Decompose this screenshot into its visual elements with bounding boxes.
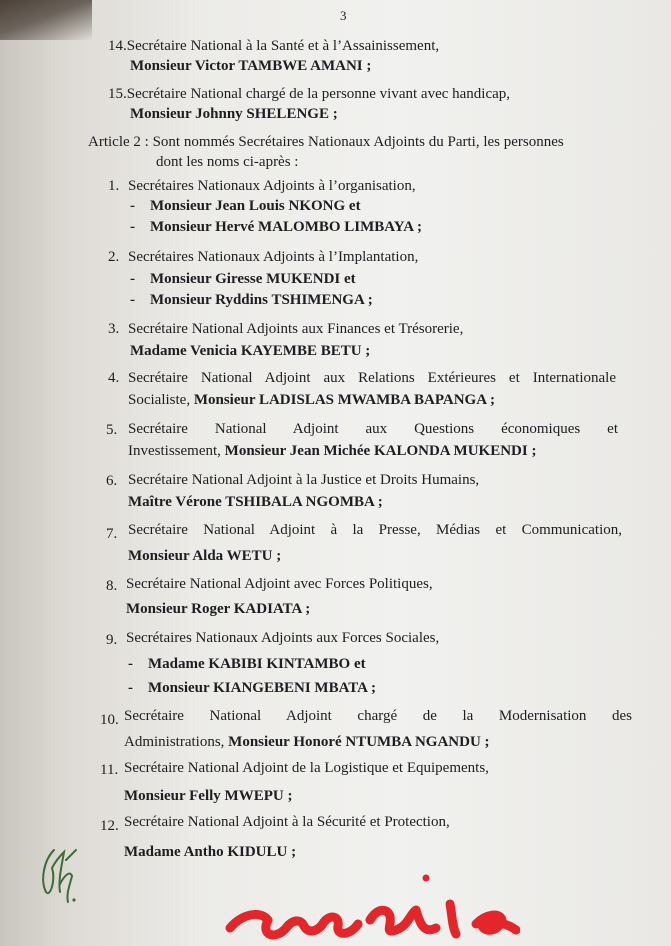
dash-mark: - <box>130 292 135 308</box>
item-6-name: Maître Vérone TSHIBALA NGOMBA ; <box>128 494 383 510</box>
item-4-line-2 <box>128 392 495 409</box>
item-14-name: Monsieur Victor TAMBWE AMANI ; <box>130 58 372 74</box>
item-5-line-2-text: Investissement, <box>128 443 225 459</box>
item-2-title: Secrétaires Nationaux Adjoints à l’Implantation, <box>128 249 419 265</box>
article-2-line-2: dont les noms ci-après : <box>156 154 299 170</box>
dash-mark: - <box>130 271 135 287</box>
item-4-line-1: Secrétaire National Adjoint aux Relations Extérieures et Internationale <box>128 370 616 386</box>
item-2-person-1: Monsieur Giresse MUKENDI et <box>150 271 356 287</box>
dash-mark: - <box>130 219 135 235</box>
item-2-person-2: Monsieur Ryddins TSHIMENGA ; <box>150 292 373 308</box>
item-9-title: Secrétaires Nationaux Adjoints aux Forces Sociales, <box>126 630 440 646</box>
dash-mark: - <box>128 680 133 696</box>
item-9-number: 9. <box>106 632 118 648</box>
item-5-name: Monsieur Jean Michée KALONDA MUKENDI ; <box>224 443 537 459</box>
item-3-name: Madame Venicia KAYEMBE BETU ; <box>130 343 371 359</box>
item-1-number: 1. <box>108 178 120 194</box>
item-4-number: 4. <box>108 370 120 386</box>
item-5-number: 5. <box>106 422 118 438</box>
item-1-person-2: Monsieur Hervé MALOMBO LIMBAYA ; <box>150 219 422 235</box>
item-11-name: Monsieur Felly MWEPU ; <box>124 788 293 804</box>
item-6-number: 6. <box>106 473 118 489</box>
item-10-line-2-text: Administrations, <box>124 734 229 750</box>
item-10-number: 10. <box>100 712 119 728</box>
item-8-number: 8. <box>106 578 118 594</box>
item-4-block <box>128 370 616 387</box>
item-6-title: Secrétaire National Adjoint à la Justice et Droits Humains, <box>128 472 480 488</box>
dash-mark: - <box>130 198 135 214</box>
item-3-title: Secrétaire National Adjoints aux Finances et Trésorerie, <box>128 321 464 337</box>
item-4-line-2-text: Socialiste, <box>128 392 194 408</box>
item-9-person-1: Madame KABIBI KINTAMBO et <box>148 656 366 672</box>
item-9-person-2: Monsieur KIANGEBENI MBATA ; <box>148 680 376 696</box>
item-7-number: 7. <box>106 526 118 542</box>
item-10-block <box>124 708 632 725</box>
item-12-number: 12. <box>100 818 119 834</box>
article-2-line-1: Article 2 : Sont nommés Secrétaires Nationaux Adjoints du Parti, les personnes <box>88 134 564 150</box>
item-12-title: Secrétaire National Adjoint à la Sécurité et Protection, <box>124 814 450 830</box>
item-15-title: 15.Secrétaire National chargé de la personne vivant avec handicap, <box>108 86 511 102</box>
item-4-name: Monsieur LADISLAS MWAMBA BAPANGA ; <box>193 392 495 408</box>
item-14-title: 14.Secrétaire National à la Santé et à l’Assainissement, <box>108 38 440 54</box>
item-8-title: Secrétaire National Adjoint avec Forces Politiques, <box>126 576 433 592</box>
item-2-number: 2. <box>108 249 120 265</box>
item-10-line-2 <box>124 734 490 751</box>
dash-mark: - <box>128 656 133 672</box>
item-10-line-1: Secrétaire National Adjoint chargé de la Modernisation des <box>124 708 632 724</box>
item-11-number: 11. <box>100 762 119 778</box>
item-12-name: Madame Antho KIDULU ; <box>124 844 297 860</box>
item-8-name: Monsieur Roger KADIATA ; <box>126 601 311 617</box>
page-number: 3 <box>340 8 347 23</box>
red-signature <box>220 870 520 946</box>
item-5-line-2 <box>128 443 536 460</box>
item-5-line-1: Secrétaire National Adjoint aux Questions économiques et <box>128 421 618 437</box>
item-15-name: Monsieur Johnny SHELENGE ; <box>130 106 338 122</box>
item-10-name: Monsieur Honoré NTUMBA NGANDU ; <box>228 734 490 750</box>
item-5-block <box>128 421 618 438</box>
item-1-title: Secrétaires Nationaux Adjoints à l’organisation, <box>128 178 416 194</box>
item-3-number: 3. <box>108 321 120 337</box>
item-7-name: Monsieur Alda WETU ; <box>128 548 282 564</box>
item-7-block <box>128 522 622 539</box>
item-7-line-1: Secrétaire National Adjoint à la Presse, Médias et Communication, <box>128 522 622 538</box>
item-1-person-1: Monsieur Jean Louis NKONG et <box>150 198 361 214</box>
handwritten-initials <box>36 840 84 910</box>
item-11-title: Secrétaire National Adjoint de la Logistique et Equipements, <box>124 760 489 776</box>
